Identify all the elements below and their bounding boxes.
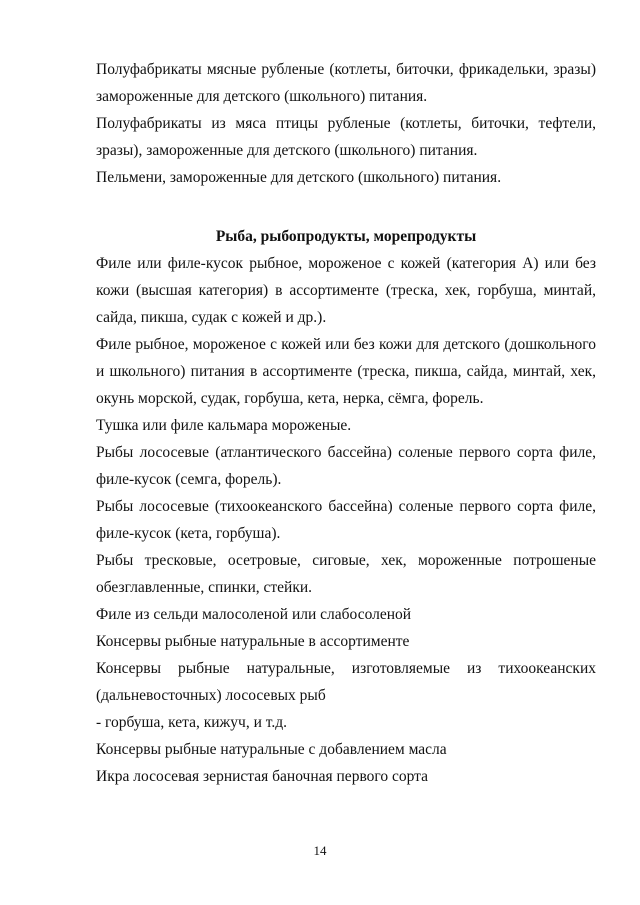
list-item: Рыбы лососевые (атлантического бассейна) соленые первого сорта филе, филе-кусок (семга, форель). (96, 444, 596, 488)
list-item: Консервы рыбные натуральные с добавлением масла (96, 741, 447, 758)
list-item: Рыбы тресковые, осетровые, сиговые, хек, мороженные потрошеные обезглавленные, спинки, стейки. (96, 552, 596, 596)
list-item: Филе или филе-кусок рыбное, мороженое с кожей (категория А) или без кожи (высшая категория) в ассортименте (треска, хек, горбуша, минтай, сайда, пикша, судак с кожей и др.). (96, 255, 596, 326)
page-content (96, 56, 596, 790)
list-item: Рыбы лососевые (тихоокеанского бассейна) соленые первого сорта филе, филе-кусок (кета, горбуша). (96, 498, 596, 542)
list-item: - горбуша, кета, кижуч, и т.д. (96, 714, 287, 731)
list-item: Филе рыбное, мороженое с кожей или без кожи для детского (дошкольного и школьного) питания в ассортименте (треска, пикша, сайда, минтай, хек, окунь морской, судак, горбуша, кета, нерка, сёмга, форель. (96, 336, 596, 407)
list-item: Консервы рыбные натуральные в ассортименте (96, 633, 410, 650)
list-item: Тушка или филе кальмара мороженые. (96, 417, 352, 434)
paragraph-poultry-cutlets: Полуфабрикаты из мяса птицы рубленые (котлеты, биточки, тефтели, зразы), замороженные для детского (школьного) питания. (96, 115, 596, 159)
list-item: Консервы рыбные натуральные, изготовляемые из тихоокеанских (дальневосточных) лососевых рыб (96, 660, 596, 704)
paragraph-meat-cutlets: Полуфабрикаты мясные рубленые (котлеты, биточки, фрикадельки, зразы) замороженные для детского (школьного) питания. (96, 61, 596, 105)
page-number: 14 (313, 843, 327, 858)
section-heading: Рыба, рыбопродукты, морепродукты (215, 228, 477, 245)
list-item: Филе из сельди малосоленой или слабосоленой (96, 606, 412, 623)
list-item: Икра лососевая зернистая баночная первого сорта (96, 768, 429, 785)
paragraph-pelmeni: Пельмени, замороженные для детского (школьного) питания. (96, 169, 502, 186)
